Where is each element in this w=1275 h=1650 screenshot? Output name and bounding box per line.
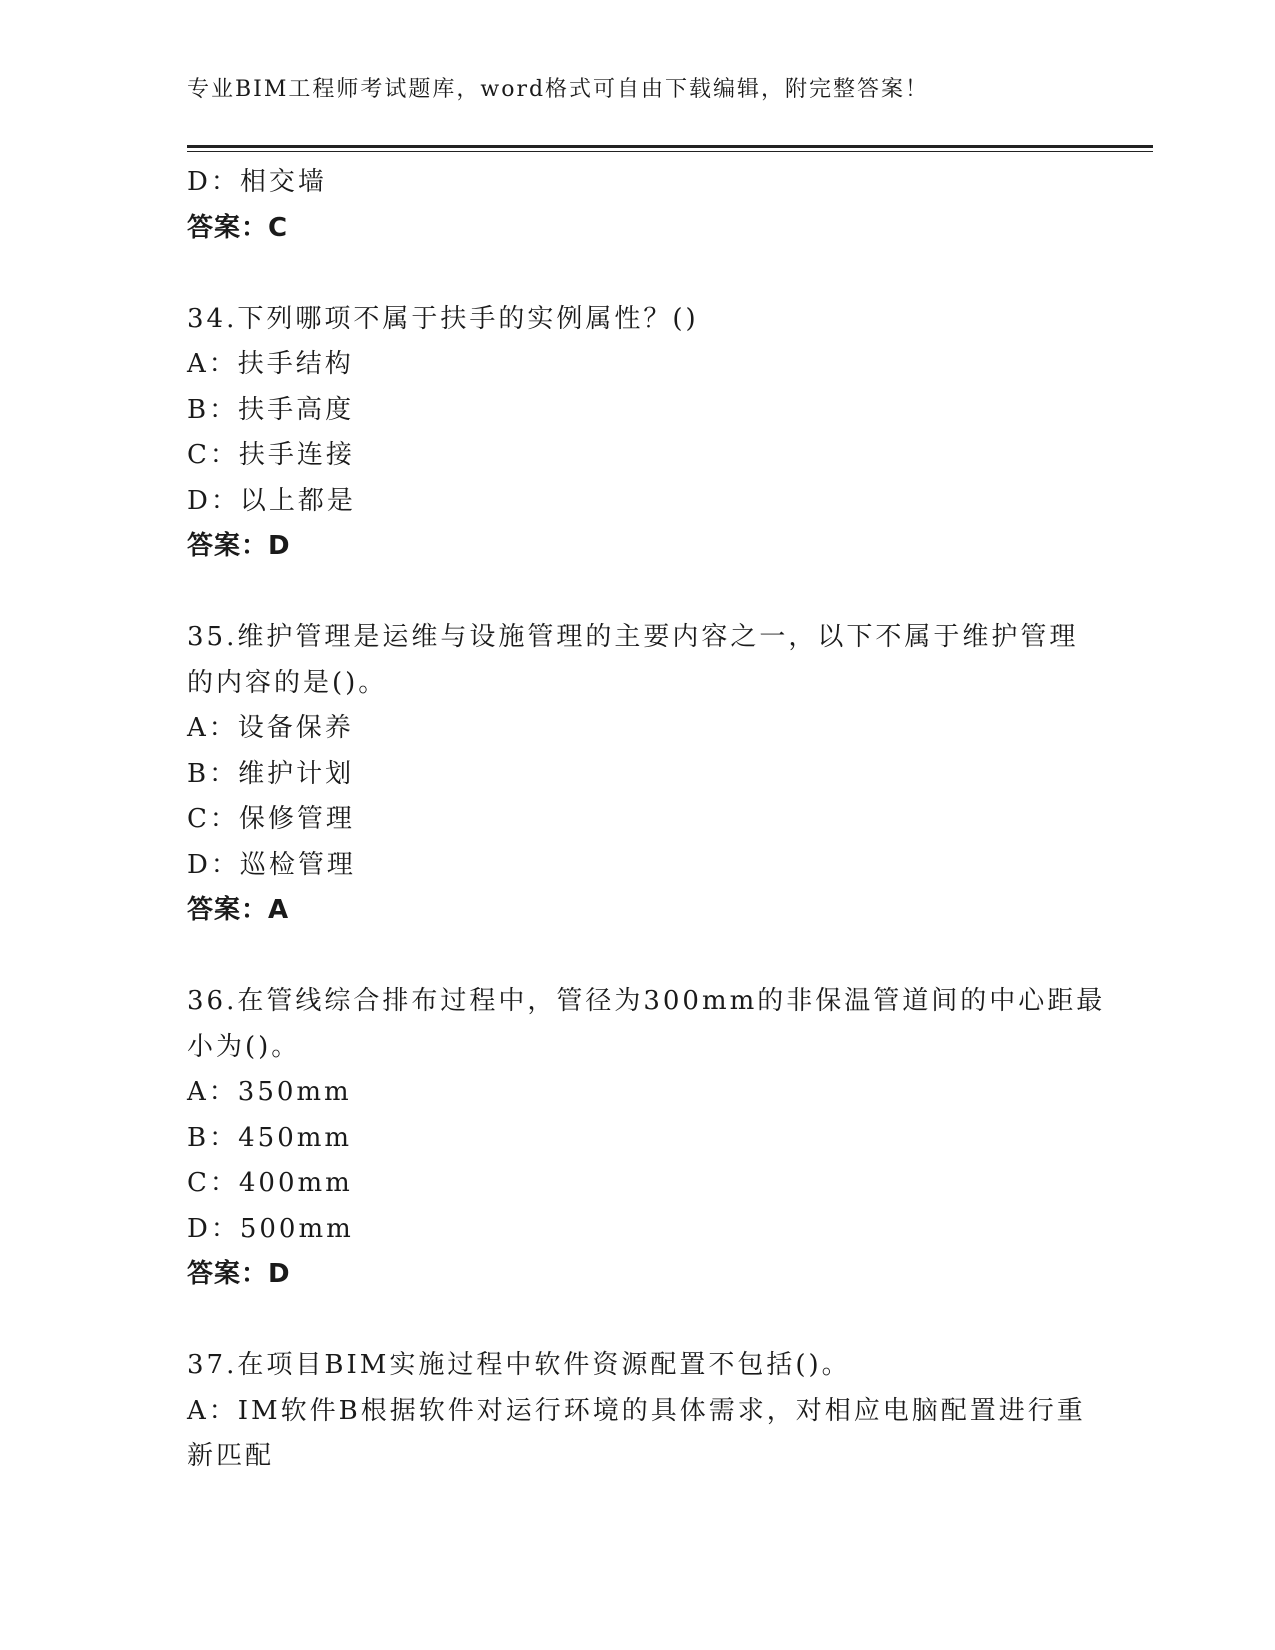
blank-line: [187, 1298, 1087, 1344]
option-line: D：巡检管理: [187, 849, 356, 880]
option-line: D：以上都是: [187, 485, 356, 516]
header-divider-thick: [187, 145, 1153, 148]
option-line: 新匹配: [187, 1441, 275, 1471]
answer-line: 答案：D: [187, 1259, 291, 1289]
question-line: 小为()。: [187, 1031, 301, 1062]
option-line: C：扶手连接: [187, 440, 355, 470]
option-line: C：400mm: [187, 1168, 353, 1198]
question-line: 的内容的是()。: [187, 667, 388, 698]
answer-line: 答案：A: [187, 895, 290, 925]
question-line: 35.维护管理是运维与设施管理的主要内容之一，以下不属于维护管理: [187, 622, 1079, 652]
option-line: B：维护计划: [187, 758, 355, 789]
exam-content: [187, 160, 1106, 1480]
question-line: 34.下列哪项不属于扶手的实例属性？(): [187, 303, 699, 334]
page-header: 专业BIM工程师考试题库，word格式可自由下载编辑，附完整答案！: [187, 77, 930, 102]
blank-line: [187, 570, 1087, 616]
blank-line: [187, 251, 1087, 297]
answer-line: 答案：D: [187, 531, 291, 561]
blank-line: [187, 934, 1087, 980]
option-line: A：IM软件B根据软件对运行环境的具体需求，对相应电脑配置进行重: [187, 1395, 1086, 1426]
option-line: B：450mm: [187, 1122, 353, 1153]
option-line: A：扶手结构: [187, 349, 354, 379]
question-line: 37.在项目BIM实施过程中软件资源配置不包括()。: [187, 1350, 851, 1380]
option-line: A：设备保养: [187, 713, 354, 743]
answer-line: 答案：C: [187, 212, 289, 243]
header-divider-thin: [187, 151, 1153, 152]
option-line: D：相交墙: [187, 167, 327, 197]
option-line: C：保修管理: [187, 804, 355, 834]
option-line: D：500mm: [187, 1213, 354, 1244]
option-line: B：扶手高度: [187, 394, 355, 425]
question-line: 36.在管线综合排布过程中，管径为300mm的非保温管道间的中心距最: [187, 986, 1106, 1016]
option-line: A：350mm: [187, 1077, 352, 1107]
